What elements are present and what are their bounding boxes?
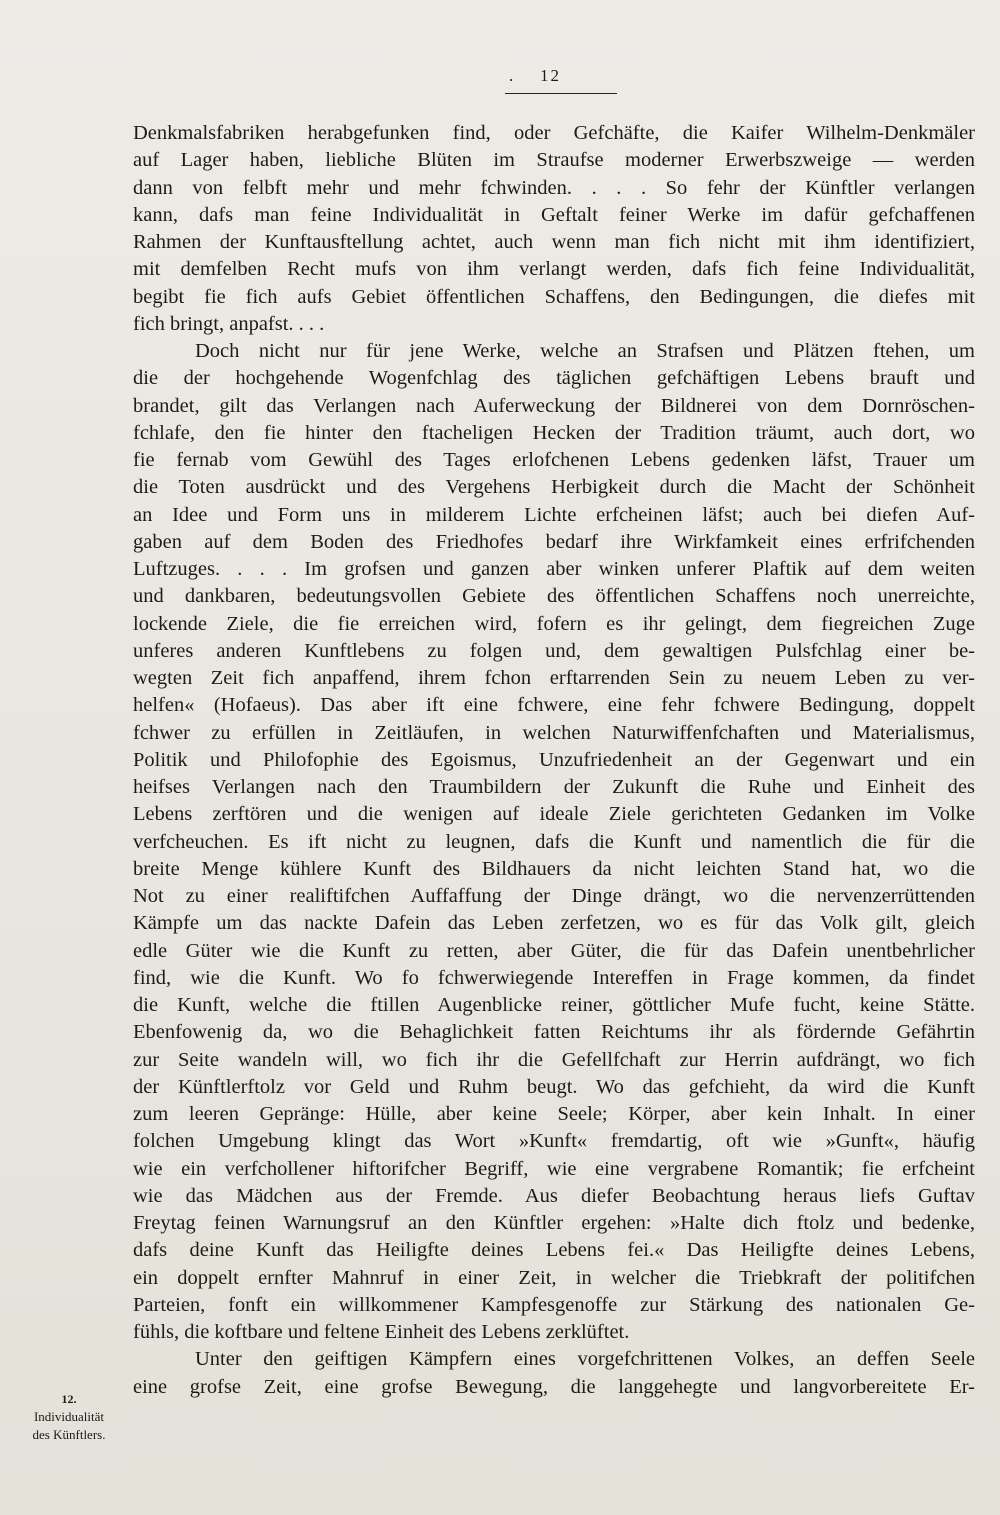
text-line: Not zu einer realiftifchen Auffaffung der Dinge drängt, wo die nervenzerrüttenden bbox=[133, 885, 975, 907]
text-line: Lebens zerftören und die wenigen auf ideale Ziele gerichteten Gedanken im Volke bbox=[133, 803, 975, 826]
text-line: eine grofse Zeit, eine grofse Bewegung, die langgehegte und langvorbereitete Er- bbox=[133, 1375, 975, 1398]
text-line: fchlafe, den fie hinter den ftacheligen Hecken der Tradition träumt, auch dort, wo bbox=[133, 421, 975, 444]
text-line: folchen Umgebung klingt das Wort »Kunft« fremdartig, oft wie »Gunft«, häufig bbox=[133, 1130, 975, 1153]
text-line: Ebenfowenig da, wo die Behaglichkeit fatten Reichtums ihr als fördernde Gefährtin bbox=[133, 1021, 975, 1044]
text-line: find, wie die Kunft. Wo fo fchwerwiegende Intereffen in Frage kommen, da findet bbox=[133, 966, 975, 989]
text-line: kann, dafs man feine Individualität in Geftalt feiner Werke im dafür gefchaffenen bbox=[133, 203, 975, 226]
text-line: Luftzuges. . . . Im grofsen und ganzen aber winken unferer Plaftik auf dem weiten bbox=[133, 558, 975, 580]
text-line: Freytag feinen Warnungsruf an den Künftler ergehen: »Halte dich ftolz und bedenke, bbox=[133, 1212, 975, 1234]
text-line: die Kunft, welche die ftillen Augenblicke reiner, göttlicher Mufe fucht, keine Stätte. bbox=[133, 994, 975, 1016]
text-line: breite Menge kühlere Kunft des Bildhauers da nicht leichten Stand hat, wo die bbox=[133, 857, 975, 880]
text-line: auf Lager haben, liebliche Blüten im Straufse moderner Erwerbszweige — werden bbox=[133, 149, 975, 172]
text-line: wegten Zeit fich anpaffend, ihrem fchon erftarrenden Sein zu neuem Leben zu ver- bbox=[133, 667, 975, 689]
text-line: Denkmalsfabriken herabgefunken find, oder Gefchäfte, die Kaifer Wilhelm-Denkmäler bbox=[133, 122, 975, 144]
margin-note-line: Individualität bbox=[33, 1409, 105, 1424]
page-header-dot: . bbox=[509, 66, 514, 85]
text-line: Politik und Philofophie des Egoismus, Unzufriedenheit an der Gegenwart und ein bbox=[133, 748, 975, 771]
text-line: heifses Verlangen nach den Traumbildern der Zukunft die Ruhe und Einheit des bbox=[133, 776, 975, 798]
text-line: die Toten ausdrückt und des Vergehens Herbigkeit durch die Macht der Schönheit bbox=[133, 476, 975, 499]
text-line: Parteien, fonft ein willkommener Kampfesgenoffe zur Stärkung des nationalen Ge- bbox=[133, 1293, 975, 1316]
header-rule bbox=[505, 93, 617, 94]
text-line: an Idee und Form uns in milderem Lichte erfcheinen läfst; auch bei diefen Auf- bbox=[133, 503, 975, 526]
text-line: der Künftlerftolz vor Geld und Ruhm beugt. Wo das gefchieht, da wird die Kunft bbox=[133, 1075, 975, 1098]
text-line: edle Güter wie die Kunft zu retten, aber Güter, die für das Dafein unentbehrlicher bbox=[133, 939, 975, 962]
text-line: fie fernab vom Gewühl des Tages erlofchenen Lebens gedenken läfst, Trauer um bbox=[133, 449, 975, 471]
text-line: zum leeren Gepränge: Hülle, aber keine Seele; Körper, aber kein Inhalt. In einer bbox=[133, 1103, 975, 1125]
text-line: mit demfelben Recht mufs von ihm verlangt werden, dafs fich feine Individualität, bbox=[133, 258, 975, 281]
text-line: Rahmen der Kunftausftellung achtet, auch wenn man fich nicht mit ihm identifiziert, bbox=[133, 231, 975, 253]
text-line: gaben auf dem Boden des Friedhofes bedarf ihre Wirkfamkeit eines erfrifchenden bbox=[133, 530, 975, 553]
text-line: helfen« (Hofaeus). Das aber ift eine fchwere, eine fehr fchwere Bedingung, doppelt bbox=[133, 694, 975, 717]
text-line: fchwer zu erfüllen in Zeitläufen, in welchen Naturwiffenfchaften und Materialismus, bbox=[133, 721, 975, 744]
text-line: lockende Ziele, die fie erreichen wird, fofern es ihr gelingt, dem fiegreichen Zuge bbox=[133, 612, 975, 635]
text-line: verfcheuchen. Es ift nicht zu leugnen, dafs die Kunft und namentlich die für die bbox=[133, 830, 975, 853]
text-line: und dankbaren, bedeutungsvollen Gebiete des öffentlichen Schaffens noch unerreichte, bbox=[133, 585, 975, 608]
text-line: dann von felbft mehr und mehr fchwinden. . . . So fehr der Künftler verlangen bbox=[133, 176, 975, 199]
text-line: die der hochgehende Wogenfchlag des täglichen gefchäftigen Lebens brauft und bbox=[133, 367, 975, 390]
body-text bbox=[133, 120, 975, 1401]
margin-note-line: des Künftlers. bbox=[32, 1427, 106, 1442]
text-line: unferes anderen Kunftlebens zu folgen und, dem gewaltigen Pulsfchlag einer be- bbox=[133, 639, 975, 662]
text-line: begibt fie fich aufs Gebiet öffentlichen Schaffens, den Bedingungen, die diefes mit bbox=[133, 285, 975, 308]
margin-note bbox=[14, 1390, 124, 1444]
text-line: wie das Mädchen aus der Fremde. Aus diefer Beobachtung heraus liefs Guftav bbox=[133, 1184, 975, 1207]
text-line: fich bringt, anpafst. . . . bbox=[133, 312, 325, 335]
page-number: 12 bbox=[540, 66, 561, 85]
text-line: fühls, die koftbare und feltene Einheit des Lebens zerklüftet. bbox=[133, 1321, 630, 1343]
paragraph-start-line: Unter den geiftigen Kämpfern eines vorgefchrittenen Volkes, an deffen Seele bbox=[195, 1348, 975, 1371]
paragraph-start-line: Doch nicht nur für jene Werke, welche an Strafsen und Plätzen ftehen, um bbox=[195, 340, 975, 362]
text-line: brandet, gilt das Verlangen nach Auferweckung der Bildnerei von dem Dornröschen- bbox=[133, 394, 975, 417]
text-line: dafs deine Kunft das Heiligfte deines Lebens fei.« Das Heiligfte deines Lebens, bbox=[133, 1239, 975, 1262]
text-line: ein doppelt ernfter Mahnruf in einer Zeit, in welcher die Triebkraft der politifchen bbox=[133, 1266, 975, 1289]
text-line: zur Seite wandeln will, wo fich ihr die Gefellfchaft zur Herrin aufdrängt, wo fich bbox=[133, 1048, 975, 1071]
text-line: Kämpfe um das nackte Dafein das Leben zerfetzen, wo es für das Volk gilt, gleich bbox=[133, 912, 975, 935]
margin-note-number: 12. bbox=[61, 1392, 77, 1406]
text-line: wie ein verfchollener hiftorifcher Begriff, wie eine vergrabene Romantik; fie erfcheint bbox=[133, 1157, 975, 1180]
